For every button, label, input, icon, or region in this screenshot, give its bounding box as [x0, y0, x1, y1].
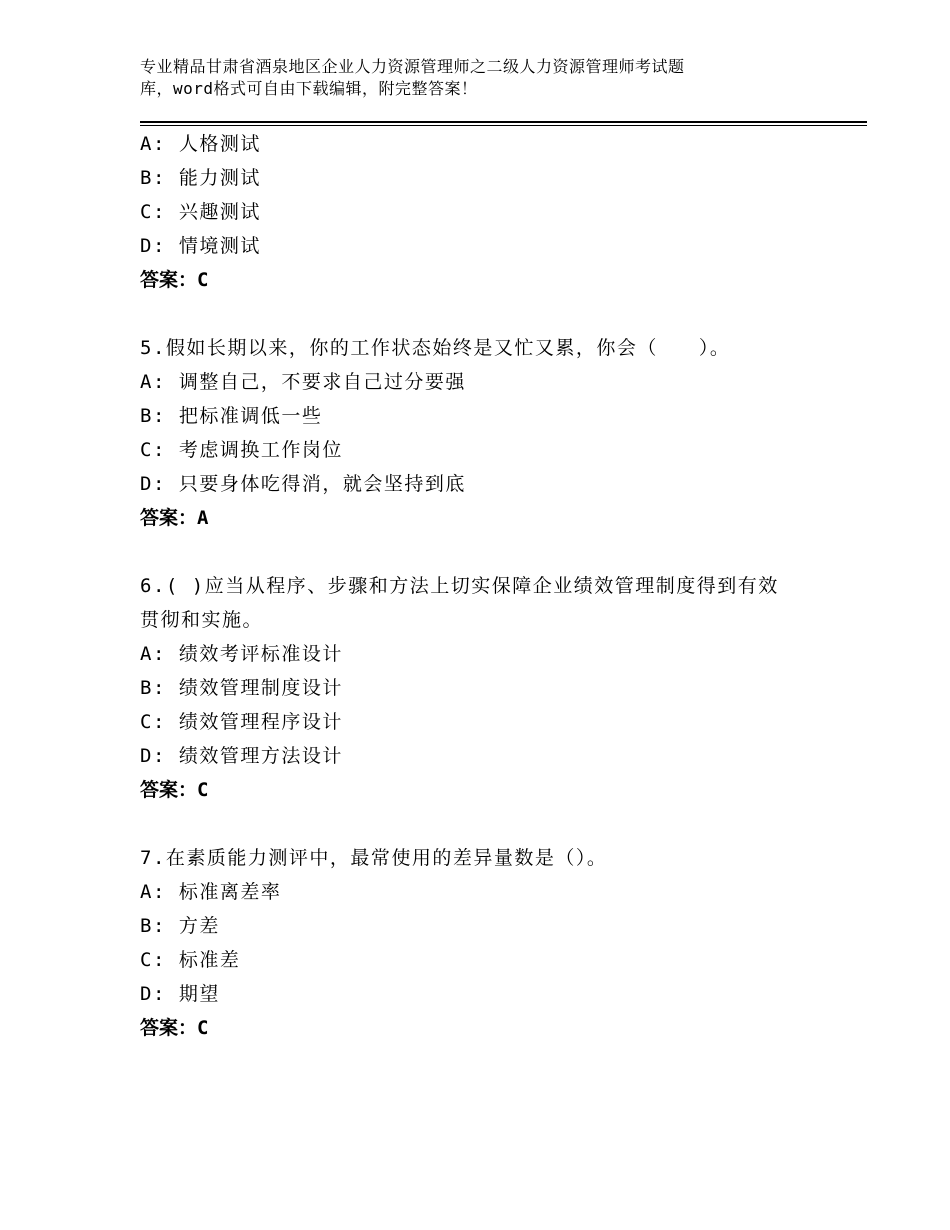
- question-stem-line-2: 贯彻和实施。: [140, 609, 264, 631]
- option-d: D: 只要身体吃得消，就会坚持到底: [140, 473, 466, 495]
- option-b: B: 方差: [140, 915, 220, 937]
- option-d: D: 情境测试: [140, 235, 261, 257]
- header-rule-thick: [140, 121, 867, 123]
- page-header: [140, 56, 780, 100]
- question-stem: 7.在素质能力测评中，最常使用的差异量数是（）。: [140, 847, 608, 869]
- option-c: C: 绩效管理程序设计: [140, 711, 343, 733]
- option-c: C: 标准差: [140, 949, 241, 971]
- option-b: B: 把标准调低一些: [140, 405, 323, 427]
- question-4-continued: [140, 127, 840, 297]
- answer: 答案：A: [140, 507, 209, 529]
- option-a: A: 人格测试: [140, 133, 261, 155]
- answer: 答案：C: [140, 779, 209, 801]
- option-b: B: 能力测试: [140, 167, 261, 189]
- answer: 答案：C: [140, 269, 209, 291]
- header-line-2: 库，word格式可自由下载编辑，附完整答案！: [140, 79, 478, 98]
- option-a: A: 绩效考评标准设计: [140, 643, 343, 665]
- questions-content: [140, 127, 840, 1045]
- option-c: C: 考虑调换工作岗位: [140, 439, 343, 461]
- answer: 答案：C: [140, 1017, 209, 1039]
- option-c: C: 兴趣测试: [140, 201, 261, 223]
- question-6: [140, 569, 840, 807]
- question-7: [140, 841, 840, 1045]
- question-5: [140, 331, 840, 535]
- option-d: D: 期望: [140, 983, 220, 1005]
- header-rule-thin: [140, 125, 867, 126]
- option-b: B: 绩效管理制度设计: [140, 677, 343, 699]
- option-d: D: 绩效管理方法设计: [140, 745, 343, 767]
- header-line-1: 专业精品甘肃省酒泉地区企业人力资源管理师之二级人力资源管理师考试题: [140, 57, 685, 76]
- option-a: A: 标准离差率: [140, 881, 282, 903]
- question-stem: 5.假如长期以来，你的工作状态始终是又忙又累，你会（ ）。: [140, 337, 731, 359]
- question-stem-line-1: 6.( )应当从程序、步骤和方法上切实保障企业绩效管理制度得到有效: [140, 575, 779, 597]
- option-a: A: 调整自己，不要求自己过分要强: [140, 371, 466, 393]
